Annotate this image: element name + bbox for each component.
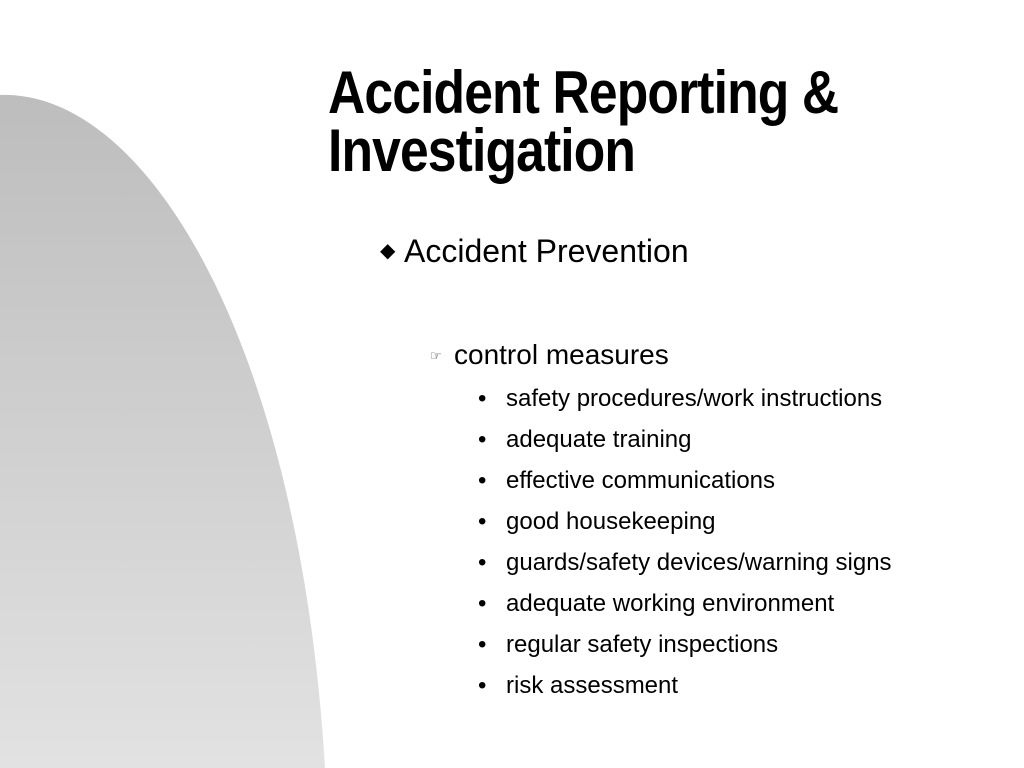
bullet-dot-icon: • (478, 549, 487, 576)
list-item-text: risk assessment (506, 672, 679, 699)
list-item-text: adequate working environment (506, 590, 835, 617)
slide-title (328, 59, 839, 184)
control-measures-list (478, 378, 892, 706)
list-item-text: effective communications (506, 467, 776, 494)
list-item (478, 542, 892, 583)
list-item (478, 665, 892, 706)
list-item (478, 583, 892, 624)
list-item (478, 460, 892, 501)
bullet-dot-icon: • (478, 508, 487, 535)
level2-bullet-text: control measures (454, 339, 669, 370)
list-item (478, 624, 892, 665)
list-item-text: regular safety inspections (506, 631, 779, 658)
level1-bullet-text: Accident Prevention (404, 233, 689, 269)
bullet-dot-icon: • (478, 467, 487, 494)
bullet-dot-icon: • (478, 590, 487, 617)
slide-title-line-2: Investigation (328, 117, 636, 184)
level1-bullet-item (380, 231, 689, 271)
list-item-text: safety procedures/work instructions (506, 385, 883, 412)
list-item-text: good housekeeping (506, 508, 716, 535)
bullet-dot-icon: • (478, 426, 487, 453)
bullet-dot-icon: • (478, 672, 487, 699)
slide-title-line-1: Accident Reporting & (328, 59, 839, 126)
list-item-text: adequate training (506, 426, 692, 453)
level2-bullet-item (430, 337, 669, 373)
diamond-bullet-icon: ◆ (380, 240, 396, 262)
list-item (478, 419, 892, 460)
list-item (478, 378, 892, 419)
pointing-hand-icon: ☞ (430, 347, 442, 363)
list-item-text: guards/safety devices/warning signs (506, 549, 892, 576)
list-item (478, 501, 892, 542)
bullet-dot-icon: • (478, 385, 487, 412)
bullet-dot-icon: • (478, 631, 487, 658)
